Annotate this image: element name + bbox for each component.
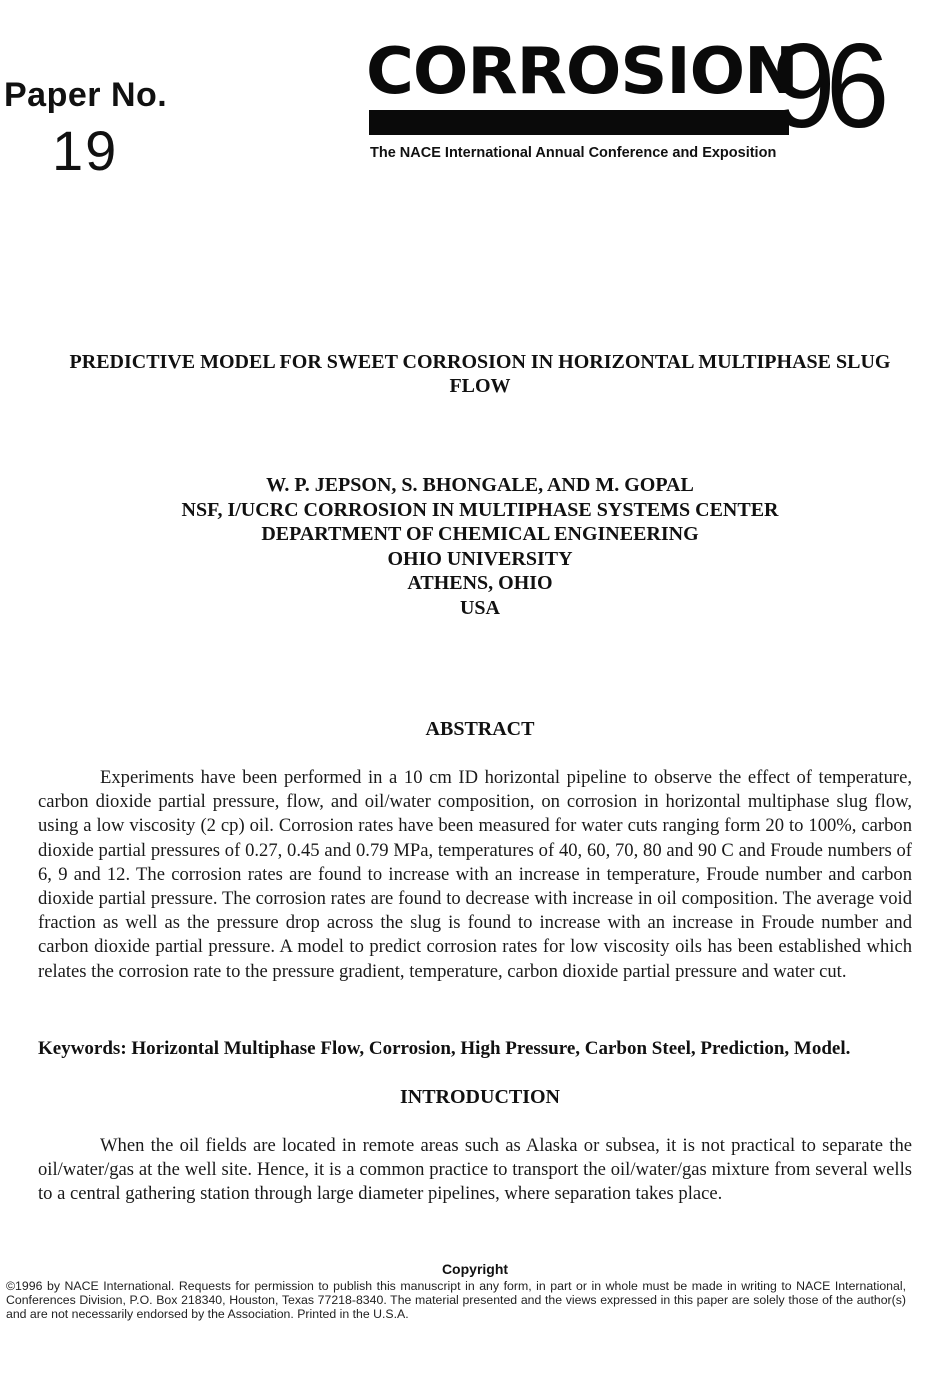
- paper-label: Paper No.: [4, 76, 168, 114]
- conference-subtitle: The NACE International Annual Conference and Exposition: [370, 145, 777, 161]
- logo-bar: [369, 110, 789, 135]
- logo-year: 96: [772, 19, 880, 153]
- logo-wordmark: CORROSION: [366, 35, 798, 109]
- copyright-heading: Copyright: [441, 1261, 509, 1277]
- author-center: NSF, I/UCRC CORROSION IN MULTIPHASE SYSTEMS CENTER: [181, 498, 779, 521]
- introduction-heading: INTRODUCTION: [399, 1086, 561, 1108]
- author-block: [40, 473, 920, 620]
- author-names: W. P. JEPSON, S. BHONGALE, AND M. GOPAL: [266, 474, 694, 496]
- introduction-text: When the oil fields are located in remote areas such as Alaska or subsea, it is not practical to separate the oil/water/gas at the well site. Hence, it is a common practice to transport the oil/water/gas mixture from several wells to a central gathering station through large diameter pipelines, where separation takes place.: [38, 1135, 912, 1205]
- copyright-text: ©1996 by NACE International. Requests for permission to publish this manuscript in any form, in part or in whole must be made in writing to NACE International, Conferences Division, P.O. Box 218340, Houston, Texas 77218-8340. The material presented and the views expressed in this paper are solely those of the author(s) and are not necessarily endorsed by the Association. Printed in the U.S.A.: [6, 1279, 906, 1321]
- paper-number: 19: [52, 119, 119, 182]
- author-department: DEPARTMENT OF CHEMICAL ENGINEERING: [261, 523, 699, 545]
- keywords: Keywords: Horizontal Multiphase Flow, Corrosion, High Pressure, Carbon Steel, Prediction, Model.: [38, 1038, 851, 1059]
- paper-title: PREDICTIVE MODEL FOR SWEET CORROSION IN HORIZONTAL MULTIPHASE SLUG FLOW: [69, 351, 891, 397]
- abstract-heading: ABSTRACT: [425, 718, 535, 740]
- abstract-text: Experiments have been performed in a 10 cm ID horizontal pipeline to observe the effect of temperature, carbon dioxide partial pressure, flow, and oil/water composition, on corrosion in horizontal multiphase slug flow, using a low viscosity (2 cp) oil. Corrosion rates have been measured for water cuts ranging form 20 to 100%, carbon dioxide partial pressures of 0.27, 0.45 and 0.79 MPa, temperatures of 40, 60, 70, 80 and 90 C and Froude numbers of 6, 9 and 12. The corrosion rates are found to increase with an increase in temperature, Froude number and carbon dioxide partial pressure. The corrosion rates are found to decrease with increase in oil composition. The average void fraction as well as the pressure drop across the slug is found to increase with an increase in Froude number and carbon dioxide partial pressure. A model to predict corrosion rates for low viscosity oils has been established which relates the corrosion rate to the pressure gradient, temperature, carbon dioxide partial pressure and water cut.: [38, 767, 912, 982]
- author-university: OHIO UNIVERSITY: [387, 547, 573, 570]
- author-country: USA: [459, 596, 500, 619]
- author-city: ATHENS, OHIO: [407, 572, 553, 594]
